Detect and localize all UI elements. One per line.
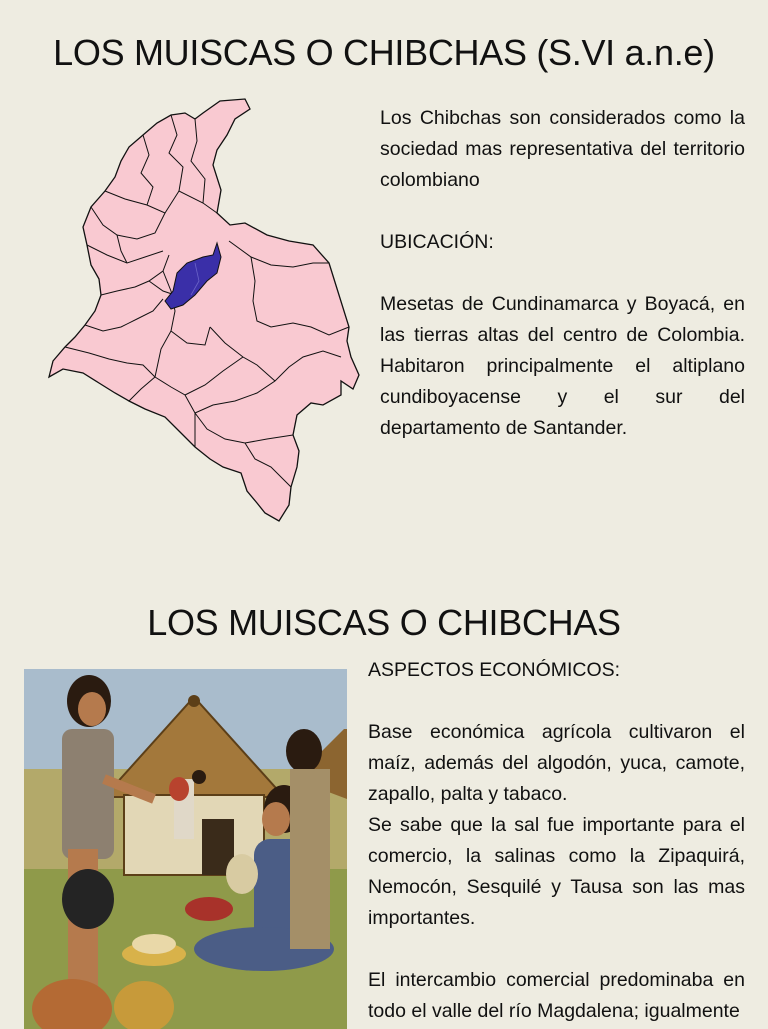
economia-heading: ASPECTOS ECONÓMICOS:: [368, 659, 621, 681]
colombia-outline: [49, 99, 359, 521]
slide-title: LOS MUISCAS O CHIBCHAS (S.VI a.n.e): [53, 32, 715, 73]
economia-paragraph-3: El intercambio comercial predominaba en todo el valle del río Magdalena; igualmente: [368, 969, 745, 1022]
economia-paragraph-2: Se sabe que la sal fue importante para el comercio, la salinas como la Zipaquirá, Nemocón, Sesquilé y Tausa son las mas importantes.: [368, 814, 745, 929]
economia-paragraph-1: Base económica agrícola cultivaron el maíz, además del algodón, yuca, camote, zapallo, palta y tabaco.: [368, 721, 745, 805]
slide-aspectos-economicos: [0, 580, 768, 1024]
colombia-map: [45, 95, 365, 525]
economia-text: [368, 655, 745, 1027]
intro-paragraph: Los Chibchas son considerados como la sociedad mas representativa del territorio colombiano: [380, 107, 745, 191]
slide-title: LOS MUISCAS O CHIBCHAS: [147, 602, 621, 643]
muisca-trade-illustration: [24, 669, 347, 1029]
ubicacion-heading: UBICACIÓN:: [380, 231, 494, 253]
ubicacion-body: Mesetas de Cundinamarca y Boyacá, en las tierras altas del centro de Colombia. Habitaron principalmente el altiplano cundiboyacense y el sur del departamento de Santander.: [380, 293, 745, 439]
ubicacion-text: [380, 103, 745, 444]
